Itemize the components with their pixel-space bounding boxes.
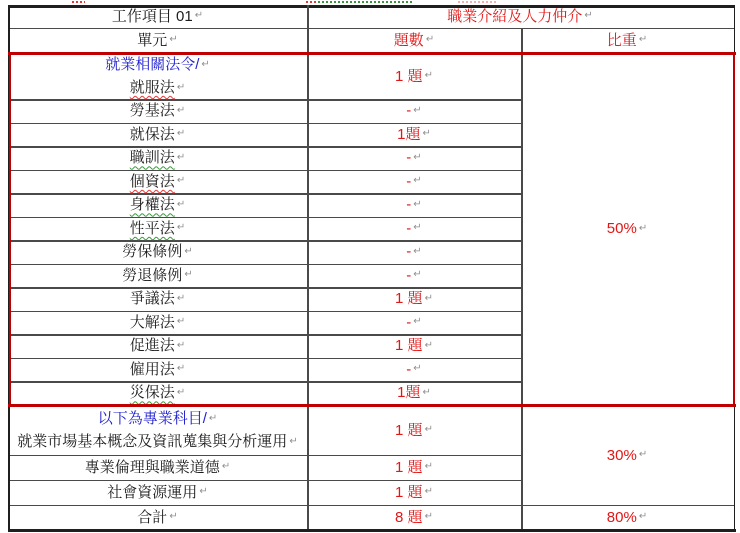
unit-label: 就保法 [129, 125, 175, 143]
unit-row-label-cell [8, 240, 307, 264]
paragraph-mark-icon: ↵ [176, 339, 186, 351]
unit-label: 災保法 [129, 384, 175, 402]
question-count: - [406, 196, 412, 214]
paragraph-mark-icon: ↵ [221, 461, 231, 472]
paragraph-mark-icon: ↵ [176, 198, 186, 210]
laws-first-unit-label: 就服法 [129, 79, 175, 96]
unit-row-count-cell [307, 381, 521, 405]
question-count: - [406, 149, 412, 167]
question-count: 1題 [397, 125, 421, 143]
total-label: 合計 [137, 508, 168, 526]
spellcheck-squiggle-green-icon [318, 1, 413, 3]
paragraph-mark-icon: ↵ [424, 339, 433, 351]
unit-column-header [8, 28, 307, 52]
spellcheck-squiggle-red-icon [72, 1, 85, 3]
count-column-header [307, 28, 521, 52]
laws-group-title: 就業相關法令/ [105, 56, 200, 73]
unit-label: 勞保條例 [122, 243, 183, 261]
paragraph-mark-icon: ↵ [638, 34, 648, 45]
question-count: 1 題 [395, 337, 423, 355]
question-count: - [406, 172, 412, 190]
question-count: 1 題 [395, 421, 423, 439]
unit-row-label-cell [8, 334, 307, 358]
total-count-value: 8 題 [395, 508, 423, 526]
unit-label: 促進法 [129, 337, 175, 355]
unit-row-label-cell [8, 311, 307, 335]
paragraph-mark-icon: ↵ [176, 222, 186, 234]
paragraph-mark-icon: ↵ [413, 151, 422, 163]
question-count: - [406, 313, 412, 331]
question-count: - [406, 266, 412, 284]
laws-first-count-cell [307, 53, 521, 99]
unit-row-count-cell [307, 146, 521, 170]
paragraph-mark-icon: ↵ [413, 198, 422, 210]
question-count: 1 題 [395, 67, 423, 85]
unit-row-count-cell [307, 170, 521, 194]
unit-row-count-cell [307, 287, 521, 311]
paragraph-mark-icon: ↵ [176, 81, 186, 93]
laws-group-cell [8, 53, 307, 99]
professional-first-count-cell [307, 406, 521, 454]
unit-row-count-cell [307, 358, 521, 382]
paragraph-mark-icon: ↵ [413, 269, 422, 281]
unit-row-count-cell [307, 99, 521, 123]
question-count: - [406, 360, 412, 378]
unit-row-label-cell [8, 99, 307, 123]
unit-row-count-cell [307, 264, 521, 288]
table-gridline [8, 529, 736, 532]
paragraph-mark-icon: ↵ [638, 222, 648, 234]
paragraph-mark-icon: ↵ [422, 128, 431, 140]
unit-row-label-cell [8, 480, 307, 505]
paragraph-mark-icon: ↵ [289, 435, 298, 447]
unit-row-count-cell [307, 193, 521, 217]
unit-header-label: 單元 [137, 31, 168, 49]
unit-row-label-cell [8, 123, 307, 147]
question-count: 1 題 [395, 290, 423, 308]
work-item-value-cell [307, 5, 733, 27]
unit-row-label-cell [8, 193, 307, 217]
unit-label: 職訓法 [129, 149, 175, 167]
unit-row-count-cell [307, 455, 521, 480]
laws-weight-cell [521, 52, 733, 405]
unit-label: 勞退條例 [122, 266, 183, 284]
work-item-title: 職業介紹及人力仲介 [447, 7, 583, 25]
unit-label: 個資法 [129, 172, 175, 190]
paragraph-mark-icon: ↵ [584, 10, 593, 21]
unit-row-label-cell [8, 381, 307, 405]
unit-row-count-cell [307, 123, 521, 147]
paragraph-mark-icon: ↵ [413, 175, 422, 187]
unit-row-label-cell [8, 146, 307, 170]
question-count: - [406, 102, 412, 120]
paragraph-mark-icon: ↵ [176, 292, 186, 304]
unit-label: 性平法 [129, 219, 175, 237]
unit-row-label-cell [8, 264, 307, 288]
paragraph-mark-icon: ↵ [194, 10, 204, 21]
weight-column-header [521, 28, 733, 52]
unit-label: 大解法 [129, 313, 175, 331]
unit-row-count-cell [307, 334, 521, 358]
unit-row-label-cell [8, 217, 307, 241]
unit-label: 社會資源運用 [107, 483, 198, 501]
unit-label: 僱用法 [129, 360, 175, 378]
paragraph-mark-icon: ↵ [424, 461, 433, 472]
count-header-label: 題數 [393, 31, 424, 49]
professional-weight-value: 30% [606, 446, 637, 464]
total-count-cell [307, 505, 521, 529]
laws-weight-value: 50% [606, 220, 637, 237]
total-weight-value: 80% [606, 508, 637, 526]
paragraph-mark-icon: ↵ [425, 34, 435, 45]
unit-row-label-cell [8, 455, 307, 480]
highlight-box-border [9, 52, 12, 407]
paragraph-mark-icon: ↵ [413, 363, 422, 375]
total-label-cell [8, 505, 307, 529]
paragraph-mark-icon: ↵ [169, 34, 178, 45]
highlight-box-border [8, 404, 736, 407]
unit-label: 勞基法 [129, 102, 175, 120]
question-count: - [406, 243, 412, 261]
professional-group-cell [8, 406, 307, 454]
question-count: 1 題 [395, 458, 423, 476]
spellcheck-squiggle-red-icon [306, 1, 318, 3]
unit-label: 專業倫理與職業道德 [84, 458, 220, 476]
unit-row-count-cell [307, 240, 521, 264]
paragraph-mark-icon: ↵ [424, 70, 433, 81]
paragraph-mark-icon: ↵ [413, 316, 422, 328]
paragraph-mark-icon: ↵ [638, 449, 648, 460]
unit-row-label-cell [8, 170, 307, 194]
unit-label: 身權法 [129, 196, 175, 214]
paragraph-mark-icon: ↵ [413, 245, 422, 257]
paragraph-mark-icon: ↵ [208, 412, 218, 424]
paragraph-mark-icon: ↵ [413, 104, 422, 116]
weight-header-label: 比重 [606, 31, 637, 49]
unit-row-count-cell [307, 311, 521, 335]
paragraph-mark-icon: ↵ [176, 175, 186, 187]
paragraph-mark-icon: ↵ [638, 511, 648, 522]
work-item-cell [8, 5, 307, 27]
paragraph-mark-icon: ↵ [424, 486, 433, 497]
paragraph-mark-icon: ↵ [176, 151, 186, 163]
paragraph-mark-icon: ↵ [176, 386, 186, 398]
paragraph-mark-icon: ↵ [424, 511, 433, 522]
spellcheck-squiggle-faint-icon [458, 1, 498, 3]
paragraph-mark-icon: ↵ [176, 128, 186, 140]
highlight-box-border [733, 52, 736, 407]
question-count: 1 題 [395, 483, 423, 501]
paragraph-mark-icon: ↵ [184, 245, 193, 257]
question-count: 1題 [397, 384, 421, 402]
paragraph-mark-icon: ↵ [424, 424, 433, 435]
paragraph-mark-icon: ↵ [176, 316, 186, 328]
paragraph-mark-icon: ↵ [201, 58, 210, 70]
highlight-box-border [8, 52, 736, 55]
paragraph-mark-icon: ↵ [199, 486, 208, 497]
work-item-label: 工作項目 01 [111, 7, 193, 25]
unit-label: 爭議法 [129, 290, 175, 308]
professional-first-unit-label: 就業市場基本概念及資訊蒐集與分析運用 [17, 433, 288, 450]
paragraph-mark-icon: ↵ [424, 292, 433, 304]
professional-group-title: 以下為專業科目/ [97, 410, 207, 427]
paragraph-mark-icon: ↵ [176, 104, 186, 116]
professional-weight-cell [521, 405, 733, 505]
paragraph-mark-icon: ↵ [176, 363, 186, 375]
paragraph-mark-icon: ↵ [422, 386, 431, 398]
total-weight-cell [521, 505, 733, 529]
paragraph-mark-icon: ↵ [413, 222, 422, 234]
unit-row-count-cell [307, 217, 521, 241]
question-count: - [406, 219, 412, 237]
paragraph-mark-icon: ↵ [169, 511, 178, 522]
unit-row-label-cell [8, 287, 307, 311]
paragraph-mark-icon: ↵ [184, 269, 193, 281]
unit-row-count-cell [307, 480, 521, 505]
unit-row-label-cell [8, 358, 307, 382]
